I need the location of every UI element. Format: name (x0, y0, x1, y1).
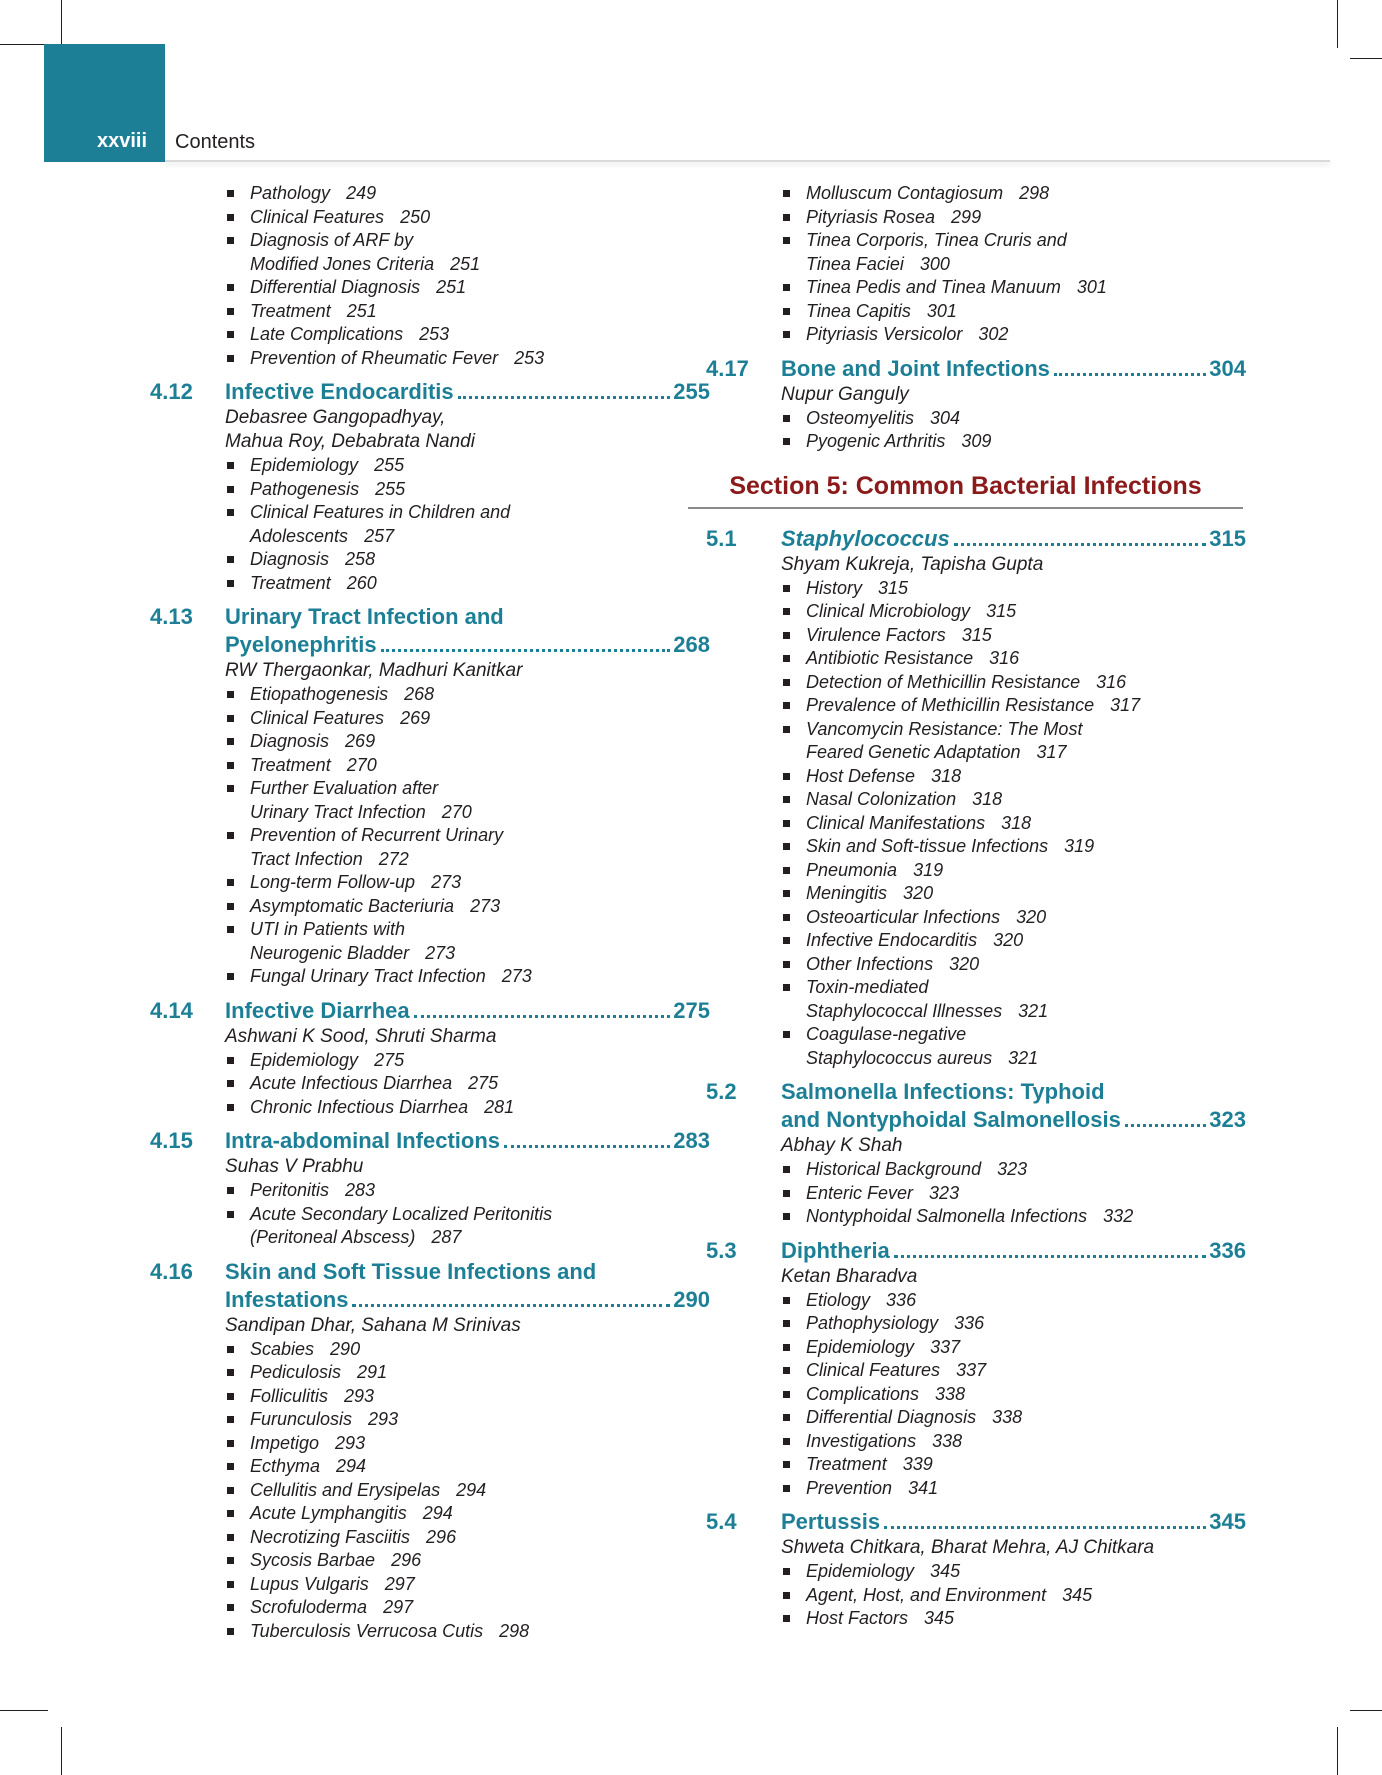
crop-mark (0, 44, 48, 45)
topic-page-number: 294 (336, 1456, 367, 1476)
section-page-number: 275 (673, 997, 710, 1023)
topic-item[interactable]: Acute Lymphangitis 294 (250, 1502, 710, 1526)
topic-page-number: 251 (450, 253, 481, 274)
section-gap (150, 595, 710, 603)
topic-list (706, 1560, 1246, 1631)
topic-page-number: 258 (345, 549, 376, 569)
topic-item[interactable]: Scrofuloderma 297 (250, 1596, 710, 1620)
leader-dots (884, 1526, 1206, 1529)
topic-item[interactable]: Asymptomatic Bacteriuria 273 (250, 895, 710, 919)
section-gap (150, 989, 710, 997)
topic-page-number: 273 (425, 942, 456, 963)
toc-section (706, 355, 1246, 454)
section-title-text: Staphylococcus (781, 525, 950, 551)
topic-page-number: 269 (345, 731, 376, 751)
section-title-line (781, 1078, 1246, 1106)
section-gap (706, 1229, 1246, 1237)
topic-item[interactable]: Tuberculosis Verrucosa Cutis 298 (250, 1620, 710, 1644)
section-title-text: and Nontyphoidal Salmonellosis (781, 1107, 1121, 1132)
topic-page-number: 338 (932, 1430, 963, 1451)
topic-page-number: 339 (902, 1454, 933, 1474)
topic-page-number: 273 (470, 895, 501, 916)
topic-item[interactable]: Pityriasis Rosea 299 (806, 206, 1246, 230)
topic-item[interactable]: History 315 (806, 577, 1246, 601)
leader-dots (954, 543, 1207, 546)
section-authors: Abhay K Shah (781, 1135, 903, 1156)
section-gap (706, 1070, 1246, 1078)
topic-page-number: 319 (1064, 836, 1095, 856)
crop-mark (0, 1710, 48, 1711)
topic-page-number: 301 (926, 300, 957, 321)
section-heading[interactable] (150, 997, 710, 1025)
topic-page-number: 251 (346, 300, 377, 321)
topic-item[interactable]: Prevention of Rheumatic Fever 253 (250, 347, 710, 371)
topic-item[interactable]: Historical Background 323 (806, 1158, 1246, 1182)
leader-dots (458, 396, 671, 399)
topic-item[interactable]: Prevention 341 (806, 1477, 1246, 1501)
topic-item[interactable]: UTI in Patients with Neurogenic Bladder 273 (250, 918, 710, 965)
topic-page-number: 275 (468, 1073, 499, 1093)
topic-page-number: 260 (346, 572, 377, 593)
section-gap (706, 347, 1246, 355)
topic-page-number: 293 (335, 1432, 366, 1453)
topic-item[interactable]: Scabies 290 (250, 1338, 710, 1362)
topic-page-number: 302 (978, 324, 1009, 344)
topic-item[interactable]: Peritonitis 283 (250, 1179, 710, 1203)
topic-item[interactable]: Skin and Soft-tissue Infections 319 (806, 835, 1246, 859)
section-authors: Debasree Gangopadhyay, Mahua Roy, Debabrata Nandi (225, 407, 475, 452)
section-title-line (225, 603, 710, 631)
topic-item[interactable]: Epidemiology 345 (806, 1560, 1246, 1584)
section-title-line (225, 1286, 710, 1314)
section-title-text: Urinary Tract Infection and (225, 604, 504, 629)
section-number: 5.3 (706, 1237, 737, 1263)
toc-section (150, 1127, 710, 1250)
toc-section (706, 1078, 1246, 1229)
toc-section (706, 525, 1246, 1071)
topic-list (706, 1289, 1246, 1501)
section-title-text: Salmonella Infections: Typhoid (781, 1079, 1105, 1104)
topic-item[interactable]: Virulence Factors 315 (806, 624, 1246, 648)
topic-item[interactable]: Clinical Microbiology 315 (806, 600, 1246, 624)
section-authors: Nupur Ganguly (781, 383, 909, 405)
topic-item[interactable]: Agent, Host, and Environment 345 (806, 1584, 1246, 1608)
topic-item[interactable]: Tinea Corporis, Tinea Cruris and Tinea Faciei 300 (806, 229, 1246, 276)
topic-page-number: 317 (1110, 695, 1141, 715)
topic-item[interactable]: Complications 338 (806, 1383, 1246, 1407)
topic-item[interactable]: Host Factors 345 (806, 1607, 1246, 1631)
topic-item[interactable]: Vancomycin Resistance: The Most Feared Genetic Adaptation 317 (806, 718, 1246, 765)
topic-item[interactable]: Host Defense 318 (806, 765, 1246, 789)
section-number: 5.2 (706, 1079, 737, 1104)
topic-list (706, 577, 1246, 1071)
topic-item[interactable]: Other Infections 320 (806, 953, 1246, 977)
topic-item[interactable]: Chronic Infectious Diarrhea 281 (250, 1096, 710, 1120)
section-title-text: Intra-abdominal Infections (225, 1128, 501, 1153)
topic-page-number: 253 (514, 347, 545, 368)
section-heading[interactable] (706, 1078, 1246, 1134)
topic-page-number: 317 (1036, 742, 1067, 762)
topic-page-number: 281 (484, 1096, 515, 1117)
topic-page-number: 318 (972, 789, 1003, 809)
topic-page-number: 332 (1103, 1206, 1134, 1226)
topic-page-number: 275 (374, 1049, 405, 1070)
topic-page-number: 300 (919, 253, 950, 274)
section-title-line (225, 1127, 710, 1155)
topic-item[interactable]: Antibiotic Resistance 316 (806, 647, 1246, 671)
section-authors: Suhas V Prabhu (225, 1156, 364, 1177)
topic-item[interactable]: Fungal Urinary Tract Infection 273 (250, 965, 710, 989)
topic-item[interactable]: Molluscum Contagiosum 298 (806, 182, 1246, 206)
toc-section (706, 1508, 1246, 1631)
topic-item[interactable]: Osteomyelitis 304 (806, 407, 1246, 431)
section-authors: RW Thergaonkar, Madhuri Kanitkar (225, 660, 523, 681)
topic-item[interactable]: Diagnosis 269 (250, 730, 710, 754)
topic-page-number: 299 (951, 206, 982, 227)
topic-page-number: 315 (878, 577, 909, 598)
topic-item[interactable]: Meningitis 320 (806, 882, 1246, 906)
section-title-text: Pyelonephritis (225, 632, 377, 657)
topic-item[interactable]: Clinical Manifestations 318 (806, 812, 1246, 836)
topic-item[interactable]: Differential Diagnosis 338 (806, 1406, 1246, 1430)
topic-list (150, 683, 710, 989)
topic-item[interactable]: Tinea Capitis 301 (806, 300, 1246, 324)
section-authors: Shyam Kukreja, Tapisha Gupta (781, 553, 1044, 575)
crop-mark (1337, 0, 1338, 48)
topic-page-number: 338 (935, 1383, 966, 1404)
topic-item[interactable]: Impetigo 293 (250, 1432, 710, 1456)
topic-page-number: 336 (886, 1289, 917, 1310)
topic-page-number: 283 (345, 1180, 376, 1200)
topic-item[interactable]: Osteoarticular Infections 320 (806, 906, 1246, 930)
topic-page-number: 323 (929, 1182, 960, 1203)
section-title-line (781, 1106, 1246, 1134)
topic-page-number: 337 (930, 1336, 961, 1357)
section-page-number: 304 (1209, 355, 1246, 381)
topic-page-number: 270 (441, 801, 472, 822)
topic-page-number: 338 (992, 1407, 1023, 1427)
section-heading[interactable] (150, 1258, 710, 1314)
topic-page-number: 257 (364, 525, 395, 546)
section-heading[interactable] (706, 1508, 1246, 1536)
topic-item[interactable]: Long-term Follow-up 273 (250, 871, 710, 895)
topic-page-number: 272 (378, 848, 409, 869)
topic-item[interactable]: Folliculitis 293 (250, 1385, 710, 1409)
topic-page-number: 309 (961, 431, 992, 451)
topic-list (706, 407, 1246, 454)
topic-item[interactable]: Investigations 338 (806, 1430, 1246, 1454)
topic-page-number: 293 (368, 1409, 399, 1429)
section-title-text: Pertussis (781, 1509, 881, 1534)
topic-page-number: 337 (956, 1360, 987, 1380)
topic-item[interactable]: Further Evaluation after Urinary Tract Infection 270 (250, 777, 710, 824)
section-gap (706, 517, 1246, 525)
topic-list (150, 1049, 710, 1120)
header-rule (165, 160, 1330, 162)
topic-page-number: 268 (404, 684, 435, 704)
leader-dots (894, 1255, 1206, 1258)
topic-page-number: 298 (1019, 183, 1050, 203)
section-title-line (225, 1258, 710, 1286)
topic-item[interactable]: Clinical Features 269 (250, 707, 710, 731)
toc-section (706, 182, 1246, 347)
topic-item[interactable]: Pediculosis 291 (250, 1361, 710, 1385)
topic-page-number: 304 (930, 407, 961, 428)
topic-page-number: 341 (908, 1477, 939, 1498)
section-title-line (225, 631, 710, 659)
section-heading[interactable] (706, 525, 1246, 553)
topic-item[interactable]: Infective Endocarditis 320 (806, 929, 1246, 953)
topic-item[interactable]: Clinical Features 337 (806, 1359, 1246, 1383)
section-title-text: Infestations (225, 1286, 349, 1312)
topic-page-number: 251 (436, 277, 467, 297)
section-gap (150, 1250, 710, 1258)
section-title-line (781, 1237, 1246, 1265)
toc-section (706, 1237, 1246, 1501)
crop-mark (1337, 1727, 1338, 1775)
topic-page-number: 316 (1096, 671, 1127, 692)
topic-item[interactable]: Sycosis Barbae 296 (250, 1549, 710, 1573)
topic-page-number: 269 (400, 707, 431, 728)
topic-page-number: 297 (384, 1573, 415, 1594)
topic-page-number: 320 (1016, 906, 1047, 927)
topic-page-number: 296 (426, 1526, 457, 1547)
topic-item[interactable]: Etiopathogenesis 268 (250, 683, 710, 707)
section-number: 5.1 (706, 525, 737, 551)
topic-item[interactable]: Pityriasis Versicolor 302 (806, 323, 1246, 347)
topic-page-number: 273 (431, 872, 462, 892)
toc-section (150, 378, 710, 595)
topic-item[interactable]: Prevalence of Methicillin Resistance 317 (806, 694, 1246, 718)
section-page-number: 336 (1209, 1237, 1246, 1263)
section-page-number: 255 (673, 379, 710, 404)
leader-dots (1125, 1124, 1206, 1127)
topic-list (706, 1158, 1246, 1229)
topic-page-number: 297 (383, 1597, 414, 1617)
topic-page-number: 345 (1062, 1584, 1093, 1605)
topic-item[interactable]: Prevention of Recurrent Urinary Tract Infection 272 (250, 824, 710, 871)
topic-page-number: 320 (903, 883, 934, 903)
topic-item[interactable]: Cellulitis and Erysipelas 294 (250, 1479, 710, 1503)
topic-item[interactable]: Epidemiology 275 (250, 1049, 710, 1073)
section-authors: Ketan Bharadva (781, 1265, 918, 1287)
section-gap (150, 370, 710, 378)
topic-item[interactable]: Pathophysiology 336 (806, 1312, 1246, 1336)
toc-section (150, 997, 710, 1120)
section-title-text: Bone and Joint Infections (781, 355, 1050, 381)
topic-page-number: 323 (997, 1159, 1028, 1179)
section-title-text: Infective Diarrhea (225, 997, 410, 1023)
leader-dots (1054, 373, 1206, 376)
topic-item[interactable]: Necrotizing Fasciitis 296 (250, 1526, 710, 1550)
topic-item[interactable]: Enteric Fever 323 (806, 1182, 1246, 1206)
crop-mark (1350, 1710, 1382, 1711)
topic-page-number: 320 (949, 953, 980, 974)
topic-item[interactable]: Clinical Features in Children and Adolescents 257 (250, 501, 710, 548)
crop-mark (61, 1727, 62, 1775)
topic-item[interactable]: Acute Infectious Diarrhea 275 (250, 1072, 710, 1096)
topic-page-number: 318 (931, 765, 962, 786)
topic-list (150, 1179, 710, 1250)
topic-list (150, 454, 710, 595)
topic-page-number: 255 (374, 455, 405, 475)
section-page-number: 345 (1209, 1509, 1246, 1534)
section-number: 4.15 (150, 1128, 193, 1153)
section-title-line (781, 1508, 1246, 1536)
topic-item[interactable]: Differential Diagnosis 251 (250, 276, 710, 300)
leader-dots (504, 1145, 670, 1148)
topic-item[interactable]: Treatment 270 (250, 754, 710, 778)
toc-section (150, 182, 710, 370)
section-page-number: 290 (673, 1286, 710, 1312)
section-title-text: Skin and Soft Tissue Infections and (225, 1258, 597, 1284)
topic-item[interactable]: Ecthyma 294 (250, 1455, 710, 1479)
toc-section (150, 603, 710, 989)
leader-dots (352, 1304, 670, 1307)
crop-mark (1350, 58, 1382, 59)
left-column (150, 182, 710, 1643)
topic-page-number: 298 (499, 1620, 530, 1641)
topic-page-number: 270 (346, 754, 377, 775)
section-number: 4.12 (150, 379, 193, 404)
topic-page-number: 294 (422, 1503, 453, 1523)
topic-page-number: 291 (357, 1362, 388, 1382)
section-page-number: 315 (1209, 525, 1246, 551)
section-heading[interactable] (706, 1237, 1246, 1265)
section-authors: Shweta Chitkara, Bharat Mehra, AJ Chitkara (781, 1537, 1155, 1558)
section-number: 4.13 (150, 604, 193, 629)
page-number: xxviii (97, 130, 148, 152)
section-page-number: 283 (673, 1128, 710, 1153)
topic-item[interactable]: Diagnosis 258 (250, 548, 710, 572)
section-title-line (781, 355, 1246, 383)
topic-item[interactable]: Lupus Vulgaris 297 (250, 1573, 710, 1597)
section-gap (150, 1119, 710, 1127)
topic-page-number: 290 (330, 1338, 361, 1359)
page-title: Contents (175, 131, 256, 153)
topic-page-number: 301 (1076, 277, 1107, 297)
section-authors: Sandipan Dhar, Sahana M Srinivas (225, 1314, 521, 1336)
topic-page-number: 321 (1018, 1000, 1049, 1021)
topic-item[interactable]: Etiology 336 (806, 1289, 1246, 1313)
topic-page-number: 336 (954, 1313, 985, 1333)
topic-page-number: 287 (431, 1227, 462, 1247)
section-number: 4.17 (706, 355, 749, 381)
topic-item[interactable]: Pathogenesis 255 (250, 478, 710, 502)
topic-item[interactable]: Treatment 339 (806, 1453, 1246, 1477)
section-title-line (781, 525, 1246, 553)
topic-item[interactable]: Tinea Pedis and Tinea Manuum 301 (806, 276, 1246, 300)
section-title-text: Infective Endocarditis (225, 379, 454, 404)
crop-mark (61, 0, 62, 48)
section-title-line (225, 997, 710, 1025)
topic-item[interactable]: Epidemiology 255 (250, 454, 710, 478)
topic-page-number: 273 (501, 966, 532, 986)
section-title-line (225, 378, 710, 406)
topic-item[interactable]: Detection of Methicillin Resistance 316 (806, 671, 1246, 695)
part-title: Section 5: Common Bacterial Infections (688, 454, 1243, 509)
section-gap (706, 1500, 1246, 1508)
topic-item[interactable]: Pathology 249 (250, 182, 710, 206)
topic-page-number: 321 (1008, 1047, 1039, 1068)
topic-page-number: 294 (456, 1479, 487, 1500)
topic-page-number: 319 (913, 859, 944, 880)
leader-dots (414, 1015, 671, 1018)
topic-list (706, 182, 1246, 347)
right-column (706, 182, 1246, 1631)
topic-page-number: 345 (930, 1561, 961, 1581)
topic-item[interactable]: Furunculosis 293 (250, 1408, 710, 1432)
section-title-text: Diphtheria (781, 1237, 890, 1263)
topic-item[interactable]: Acute Secondary Localized Peritonitis (Peritoneal Abscess) 287 (250, 1203, 710, 1250)
section-number: 4.16 (150, 1258, 193, 1284)
topic-item[interactable]: Coagulase-negative Staphylococcus aureus 321 (806, 1023, 1246, 1070)
topic-page-number: 249 (346, 183, 377, 203)
topic-item[interactable]: Nasal Colonization 318 (806, 788, 1246, 812)
topic-page-number: 315 (986, 601, 1017, 621)
section-heading[interactable] (150, 378, 710, 406)
section-number: 4.14 (150, 997, 193, 1023)
topic-list (150, 182, 710, 370)
section-number: 5.4 (706, 1509, 737, 1534)
topic-page-number: 315 (961, 624, 992, 645)
topic-page-number: 316 (989, 648, 1020, 668)
section-heading[interactable] (150, 603, 710, 659)
topic-list (150, 1338, 710, 1644)
section-page-number: 323 (1209, 1107, 1246, 1132)
topic-item[interactable]: Toxin-mediated Staphylococcal Illnesses 321 (806, 976, 1246, 1023)
topic-page-number: 296 (391, 1550, 422, 1570)
topic-page-number: 253 (419, 324, 450, 344)
topic-item[interactable]: Treatment 260 (250, 572, 710, 596)
leader-dots (381, 649, 671, 652)
topic-page-number: 250 (400, 206, 431, 227)
topic-page-number: 318 (1001, 812, 1032, 833)
topic-page-number: 320 (993, 930, 1024, 950)
topic-item[interactable]: Nontyphoidal Salmonella Infections 332 (806, 1205, 1246, 1229)
toc-section (150, 1258, 710, 1644)
topic-item[interactable]: Clinical Features 250 (250, 206, 710, 230)
section-heading[interactable] (706, 355, 1246, 383)
topic-page-number: 255 (375, 478, 406, 499)
topic-item[interactable]: Late Complications 253 (250, 323, 710, 347)
topic-item[interactable]: Epidemiology 337 (806, 1336, 1246, 1360)
section-page-number: 268 (673, 632, 710, 657)
topic-page-number: 293 (344, 1385, 375, 1406)
topic-item[interactable]: Pneumonia 319 (806, 859, 1246, 883)
topic-page-number: 345 (924, 1608, 955, 1628)
topic-item[interactable]: Treatment 251 (250, 300, 710, 324)
section-authors: Ashwani K Sood, Shruti Sharma (225, 1025, 497, 1047)
topic-item[interactable]: Pyogenic Arthritis 309 (806, 430, 1246, 454)
section-heading[interactable] (150, 1127, 710, 1155)
topic-item[interactable]: Diagnosis of ARF by Modified Jones Criteria 251 (250, 229, 710, 276)
